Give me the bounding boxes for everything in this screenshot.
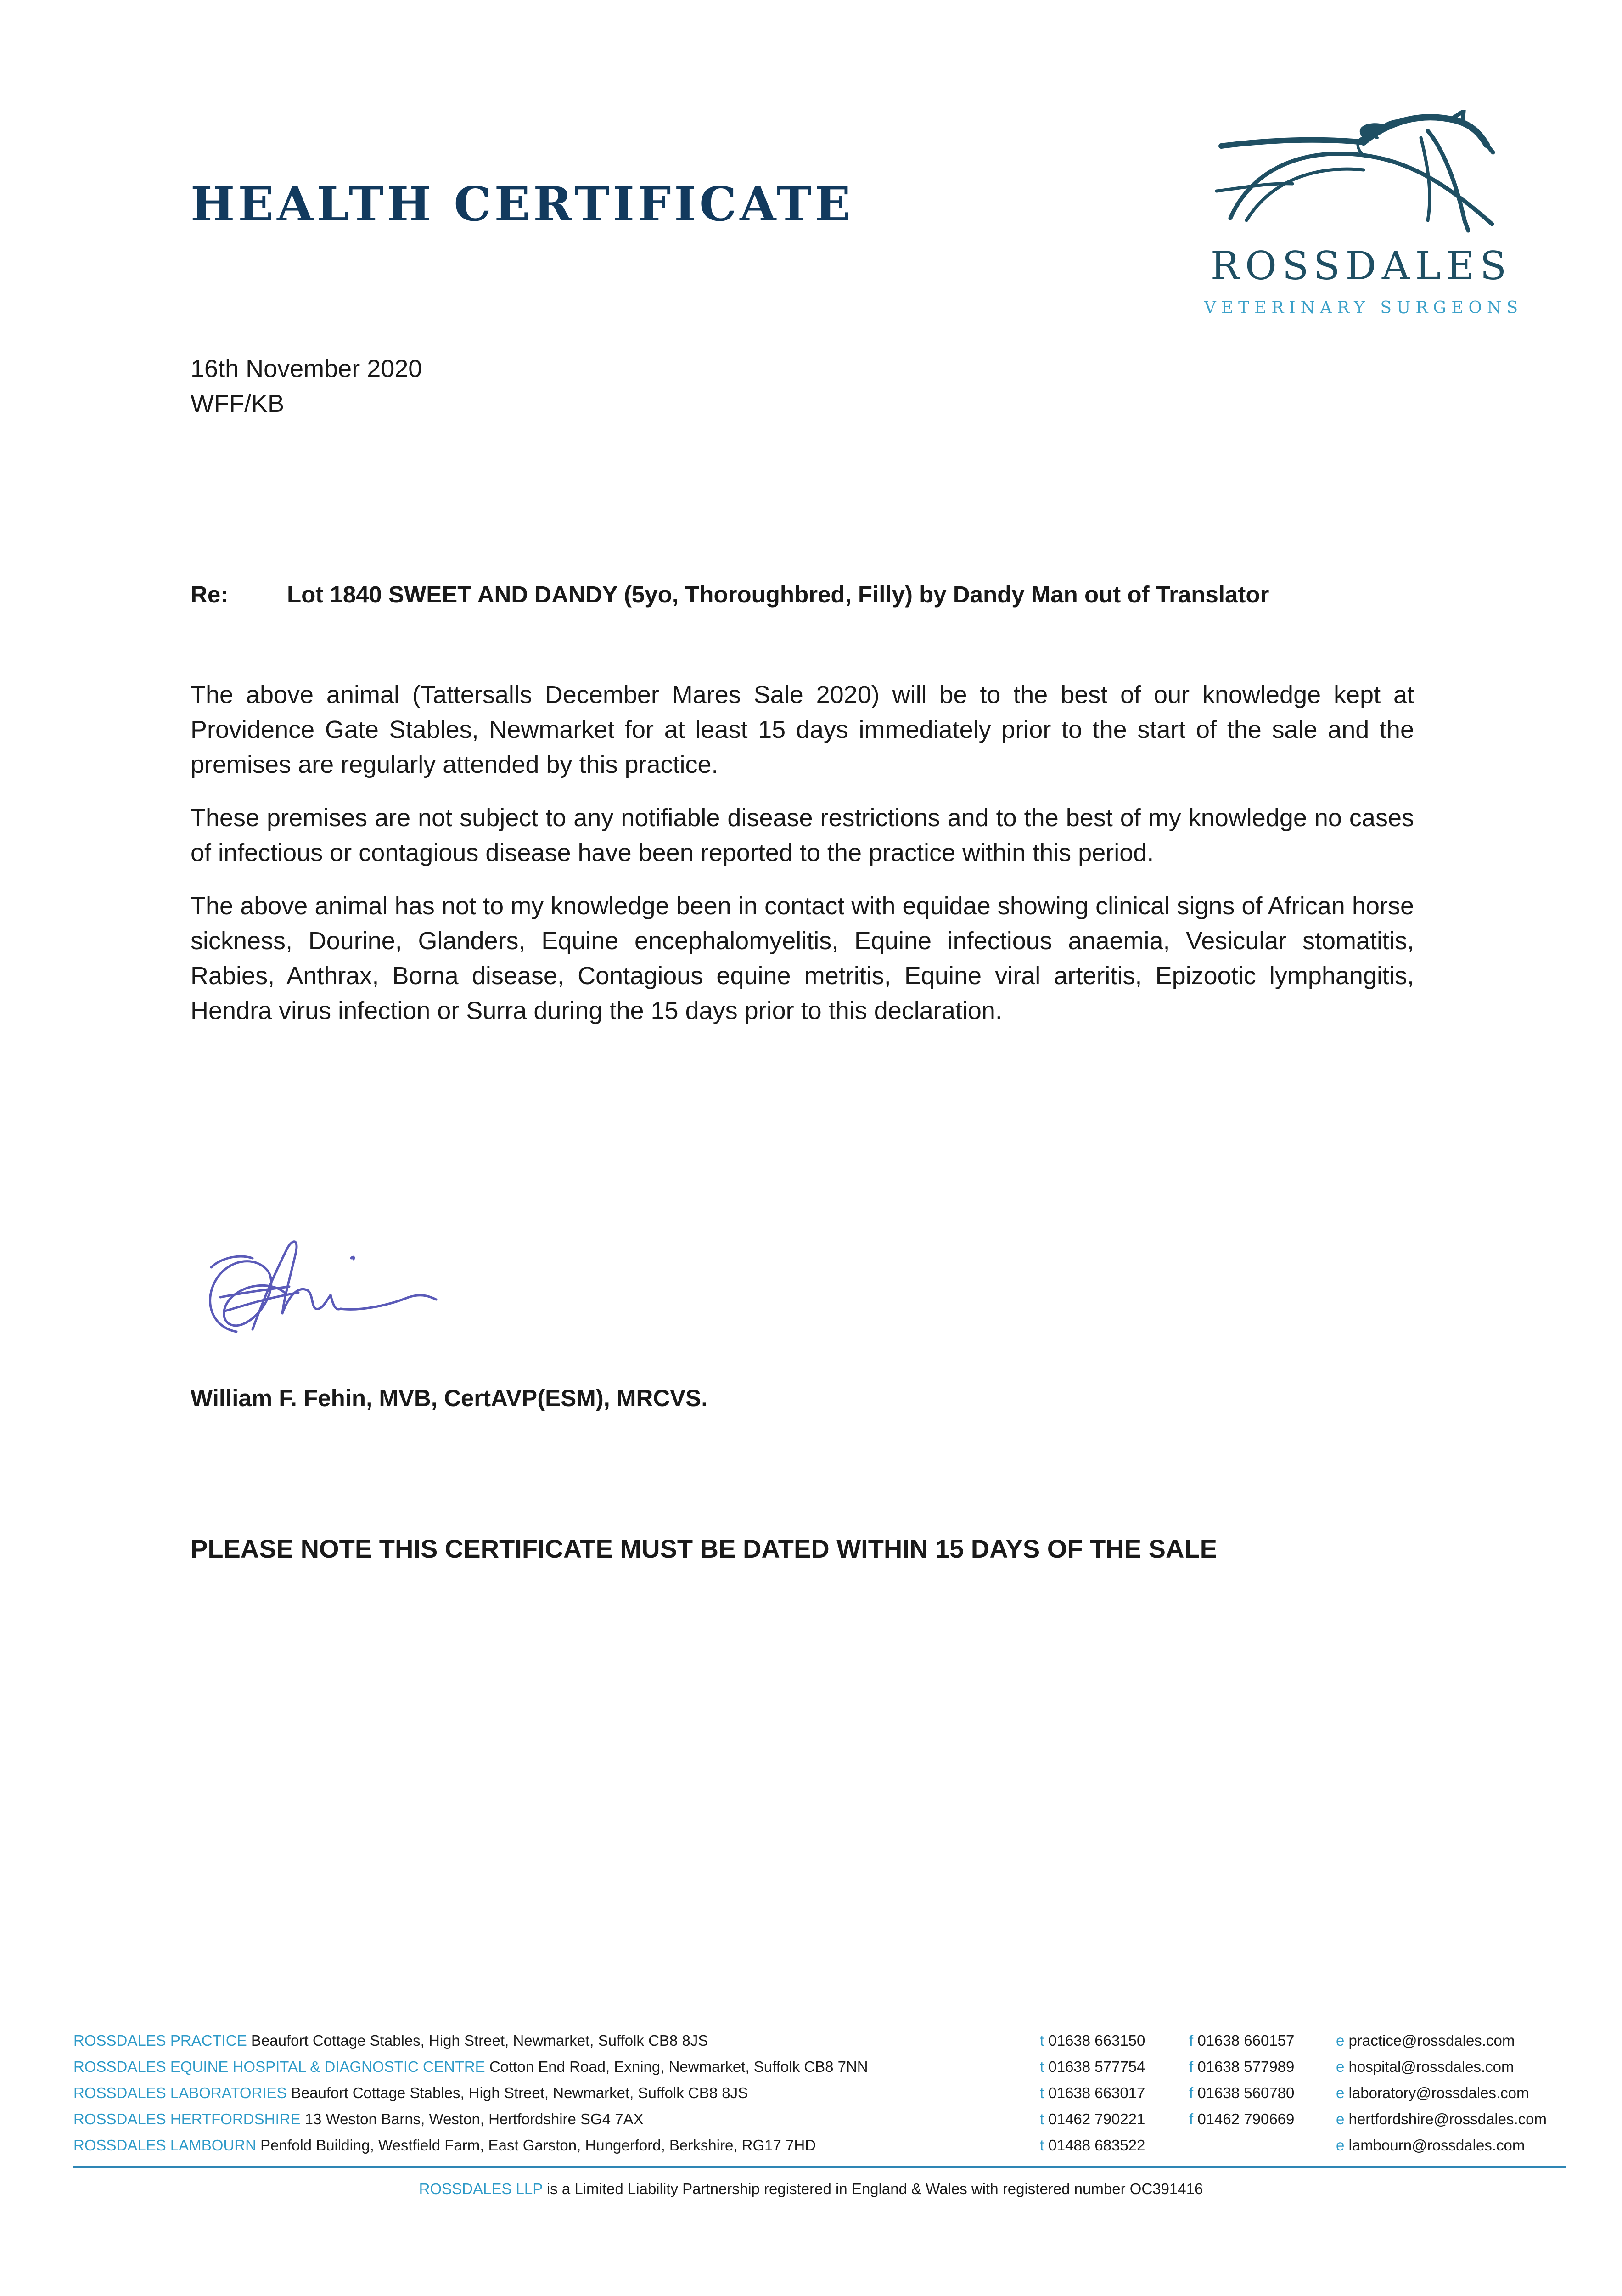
email-prefix: e: [1336, 2032, 1345, 2049]
logo-subtitle: VETERINARY SURGEONS: [1204, 298, 1523, 317]
subject-text: Lot 1840 SWEET AND DANDY (5yo, Thoroughbred, Filly) by Dandy Man out of Translator: [287, 581, 1269, 608]
dating-notice: PLEASE NOTE THIS CERTIFICATE MUST BE DATED WITHIN 15 DAYS OF THE SALE: [191, 1534, 1218, 1563]
document-reference: WFF/KB: [191, 390, 284, 417]
tel-prefix: t: [1040, 2084, 1044, 2101]
footer-contacts: [73, 2032, 1566, 2163]
footer-email: hertfordshire@rossdales.com: [1344, 2110, 1547, 2127]
document-meta: [191, 351, 422, 421]
certificate-body: [191, 677, 1414, 1047]
footer-tel: 01638 577754: [1044, 2058, 1145, 2075]
document-date: 16th November 2020: [191, 355, 422, 383]
footer-site-address: 13 Weston Barns, Weston, Hertfordshire SG4 7AX: [300, 2110, 644, 2127]
footer-email: lambourn@rossdales.com: [1344, 2137, 1525, 2154]
footer-tel: 01638 663017: [1044, 2084, 1145, 2101]
legal-company-name: ROSSDALES LLP: [419, 2180, 543, 2197]
email-prefix: e: [1336, 2058, 1345, 2075]
tel-prefix: t: [1040, 2137, 1044, 2154]
footer-email: hospital@rossdales.com: [1344, 2058, 1514, 2075]
logo-name: ROSSDALES: [1210, 243, 1512, 288]
footer-email: practice@rossdales.com: [1344, 2032, 1515, 2049]
rossdales-logo: [1203, 110, 1524, 331]
tel-prefix: t: [1040, 2032, 1044, 2049]
footer-site-name: ROSSDALES EQUINE HOSPITAL & DIAGNOSTIC CENTRE: [73, 2058, 485, 2075]
footer-site-address: Penfold Building, Westfield Farm, East Garston, Hungerford, Berkshire, RG17 7HD: [256, 2137, 816, 2154]
footer-site-name: ROSSDALES PRACTICE: [73, 2032, 247, 2049]
horse-logo-icon: [1212, 110, 1506, 248]
footer-row-hospital: [73, 2058, 1566, 2084]
footer-fax: 01638 660157: [1193, 2032, 1295, 2049]
footer-site-address: Beaufort Cottage Stables, High Street, Newmarket, Suffolk CB8 8JS: [247, 2032, 708, 2049]
footer-tel: 01488 683522: [1044, 2137, 1145, 2154]
footer-site-name: ROSSDALES LABORATORIES: [73, 2084, 287, 2101]
signatory-name: William F. Fehin, MVB, CertAVP(ESM), MRCVS.: [191, 1385, 708, 1411]
footer-fax: 01638 577989: [1193, 2058, 1295, 2075]
fax-prefix: f: [1189, 2058, 1194, 2075]
footer-tel: 01638 663150: [1044, 2032, 1145, 2049]
page-title: HEALTH CERTIFICATE: [191, 177, 854, 232]
footer-row-lambourn: [73, 2137, 1566, 2163]
body-paragraph-3: The above animal has not to my knowledge been in contact with equidae showing clinical signs of African horse sickness, Dourine, Glanders, Equine encephalomyelitis, Equine infectious anaemia, Vesicular stomatitis, Rabies, Anthrax, Borna disease, Contagious equine metritis, Equine viral arteritis, Epizootic lymphangitis, Hendra virus infection or Surra during the 15 days prior to this declaration.: [191, 892, 1414, 1024]
footer-fax: 01462 790669: [1193, 2110, 1295, 2127]
legal-notice: [0, 2180, 1622, 2198]
fax-prefix: f: [1189, 2110, 1194, 2127]
legal-text: is a Limited Liability Partnership registered in England & Wales with registered number OC391416: [542, 2180, 1203, 2197]
email-prefix: e: [1336, 2137, 1345, 2154]
footer-tel: 01462 790221: [1044, 2110, 1145, 2127]
footer-row-laboratories: [73, 2084, 1566, 2110]
footer-email: laboratory@rossdales.com: [1344, 2084, 1529, 2101]
footer-fax: 01638 560780: [1193, 2084, 1295, 2101]
fax-prefix: f: [1189, 2084, 1194, 2101]
footer-site-name: ROSSDALES LAMBOURN: [73, 2137, 256, 2154]
email-prefix: e: [1336, 2084, 1345, 2101]
footer-site-name: ROSSDALES HERTFORDSHIRE: [73, 2110, 301, 2127]
footer-divider: [73, 2166, 1566, 2168]
fax-prefix: f: [1189, 2032, 1194, 2049]
footer-row-practice: [73, 2032, 1566, 2058]
footer-site-address: Cotton End Road, Exning, Newmarket, Suffolk CB8 7NN: [485, 2058, 868, 2075]
subject-label: Re:: [191, 581, 229, 608]
email-prefix: e: [1336, 2110, 1345, 2127]
body-paragraph-1: The above animal (Tattersalls December Mares Sale 2020) will be to the best of our knowledge kept at Providence Gate Stables, Newmarket for at least 15 days immediately prior to the start of the sale and the premises are regularly attended by this practice.: [191, 681, 1414, 778]
tel-prefix: t: [1040, 2058, 1044, 2075]
handwritten-signature-icon: [193, 1212, 491, 1364]
tel-prefix: t: [1040, 2110, 1044, 2127]
footer-site-address: Beaufort Cottage Stables, High Street, Newmarket, Suffolk CB8 8JS: [286, 2084, 748, 2101]
subject-line: [191, 581, 1269, 608]
footer-row-hertfordshire: [73, 2110, 1566, 2137]
body-paragraph-2: These premises are not subject to any notifiable disease restrictions and to the best of my knowledge no cases of infectious or contagious disease have been reported to the practice within this period.: [191, 804, 1414, 867]
